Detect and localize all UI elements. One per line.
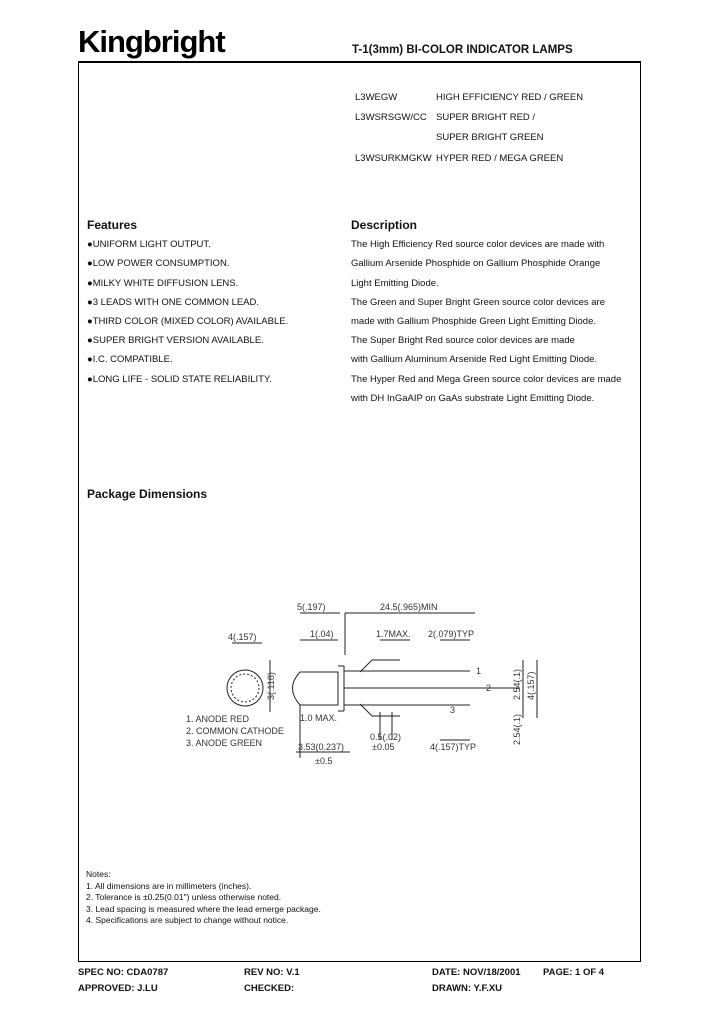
description-line: made with Gallium Phosphide Green Light Emitting Diode. [351,316,597,327]
pin-legend: 3. ANODE GREEN [186,738,263,748]
features-heading: Features [87,218,138,232]
revision-number: REV NO: V.1 [244,967,300,978]
description-line: The Green and Super Bright Green source color devices are [351,297,605,308]
page-number: PAGE: 1 OF 4 [543,967,605,978]
lamp-front-view [227,670,263,706]
description-line: Gallium Arsenide Phosphide on Gallium Phosphide Orange [351,258,601,269]
feature-item: ●3 LEADS WITH ONE COMMON LEAD. [87,297,260,308]
description-line: with DH InGaAIP on GaAs substrate Light Emitting Diode. [351,393,595,404]
dim-label: 24.5(.965)MIN [380,602,438,612]
note-item: 4. Specifications are subject to change without notice. [86,915,289,925]
pin-legend: 2. COMMON CATHODE [186,726,284,736]
document-date: DATE: NOV/18/2001 [432,967,521,978]
dim-label: 0.5(.02) [370,732,402,742]
feature-item: ●I.C. COMPATIBLE. [87,354,173,365]
description-line: with Gallium Aluminum Arsenide Red Light Emitting Diode. [351,354,598,365]
brand-logo: Kingbright [78,24,225,59]
pin-number: 1 [476,666,482,676]
part-code: L3WEGW [355,92,398,103]
dim-label: 4(.157) [228,632,257,642]
feature-text: SUPER BRIGHT VERSION AVAILABLE. [92,335,264,346]
feature-item: ●UNIFORM LIGHT OUTPUT. [87,239,211,250]
notes-block [86,869,321,927]
checked-by: CHECKED: [244,983,295,994]
drawn-by: DRAWN: Y.F.XU [432,983,503,994]
feature-item: ●THIRD COLOR (MIXED COLOR) AVAILABLE. [87,316,289,327]
feature-item: ●LOW POWER CONSUMPTION. [87,258,230,269]
part-desc: SUPER BRIGHT GREEN [436,132,544,143]
feature-text: UNIFORM LIGHT OUTPUT. [92,239,211,250]
pin-legend: 1. ANODE RED [186,714,250,724]
description-heading: Description [351,218,418,232]
dim-label: 2.54(.1) [512,668,522,700]
feature-text: 3 LEADS WITH ONE COMMON LEAD. [92,297,260,308]
part-code: L3WSURKMGKW [355,153,432,164]
dim-label: 5(.197) [297,602,326,612]
note-item: 3. Lead spacing is measured where the lead emerge package. [86,903,321,914]
notes-heading: Notes: [86,869,111,879]
description-line: The Hyper Red and Mega Green source color devices are made [351,374,622,385]
dim-label: ±0.05 [372,742,395,752]
note-item: 1. All dimensions are in millimeters (inches). [86,880,252,891]
note-item: 2. Tolerance is ±0.25(0.01") unless otherwise noted. [86,892,282,902]
part-desc: SUPER BRIGHT RED / [436,112,536,123]
description-line: Light Emitting Diode. [351,278,439,289]
pin-number: 2 [486,683,492,693]
dim-label: 3.53(0.237) [298,742,345,752]
feature-text: THIRD COLOR (MIXED COLOR) AVAILABLE. [92,316,289,327]
dim-label: 4(.157)TYP [430,742,477,752]
dim-label: 2(.079)TYP [428,629,475,639]
dim-label: 1(.04) [310,629,334,639]
part-code: L3WSRSGW/CC [355,112,427,123]
feature-text: MILKY WHITE DIFFUSION LENS. [92,278,239,289]
feature-text: I.C. COMPATIBLE. [92,354,173,365]
description-line: The Super Bright Red source color devices are made [351,335,575,346]
dim-label: 4(.157) [526,671,536,700]
lamp-body-side [293,672,339,705]
dim-label: 1.0 MAX. [300,713,338,723]
spec-number: SPEC NO: CDA0787 [78,967,169,978]
document-title: T-1(3mm) BI-COLOR INDICATOR LAMPS [352,44,573,56]
package-heading: Package Dimensions [87,487,208,501]
part-desc: HIGH EFFICIENCY RED / GREEN [436,92,584,103]
approved-by: APPROVED: J.LU [78,983,158,994]
dim-label: ±0.5 [315,756,333,766]
dim-label: 1.7MAX. [376,629,411,639]
feature-text: LOW POWER CONSUMPTION. [92,258,230,269]
feature-text: LONG LIFE - SOLID STATE RELIABILITY. [92,374,272,385]
part-desc: HYPER RED / MEGA GREEN [436,153,564,164]
feature-item: ●MILKY WHITE DIFFUSION LENS. [87,278,239,289]
dim-label: 2.54(.1) [512,713,522,745]
pin-number: 3 [450,705,456,715]
feature-item: ●SUPER BRIGHT VERSION AVAILABLE. [87,335,264,346]
feature-item: ●LONG LIFE - SOLID STATE RELIABILITY. [87,374,272,385]
dim-label: 3(.118) [266,672,276,700]
description-line: The High Efficiency Red source color devices are made with [351,239,605,250]
